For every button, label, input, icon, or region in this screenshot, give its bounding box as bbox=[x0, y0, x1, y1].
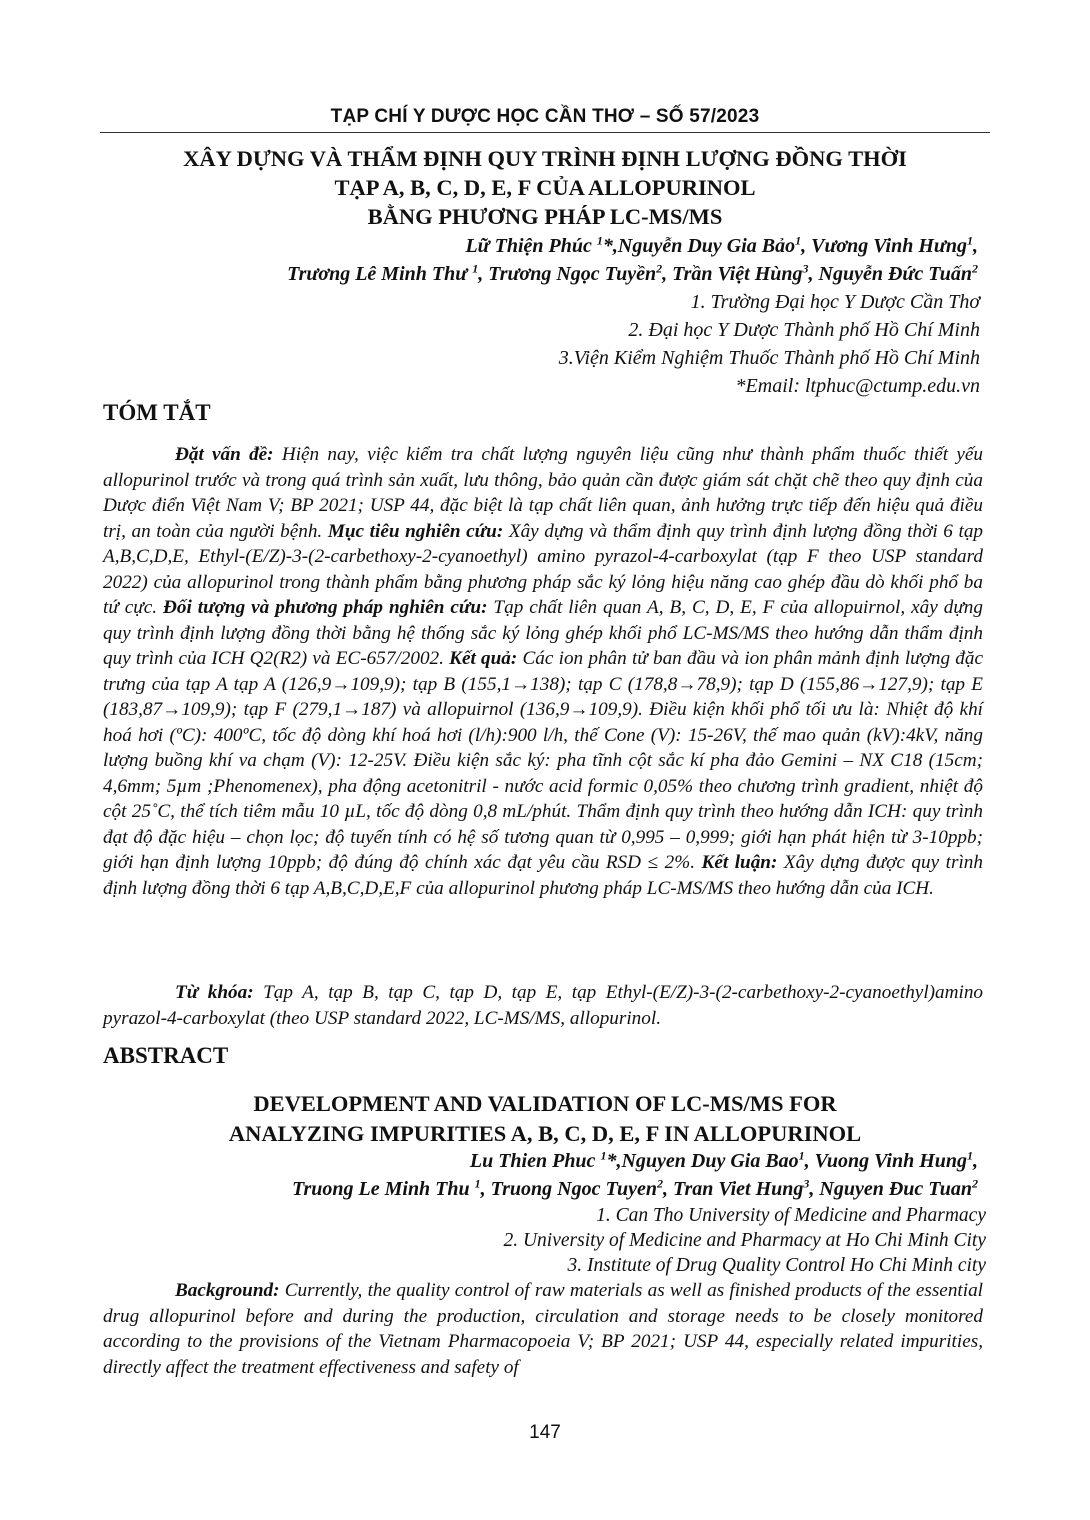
author-affil-sup: 1 bbox=[474, 1176, 481, 1191]
summary-text: Tạp chất liên quan A, B, C, D, E, F của allopuirnol, xây dựng quy trình định lượng đồng thời bằng hệ thống sắc ký lỏng ghép khối phổ LC-MS/MS theo hướng dẫn thẩm định quy trình của ICH Q2(R2) và EC-657/2002. bbox=[103, 597, 983, 669]
title-vn-line: XÂY DỰNG VÀ THẨM ĐỊNH QUY TRÌNH ĐỊNH LƯỢNG ĐỒNG THỜI bbox=[183, 146, 907, 171]
author-sep: , bbox=[478, 263, 489, 285]
authors-english bbox=[292, 1147, 978, 1203]
keywords-paragraph bbox=[103, 980, 983, 1031]
author-affil-sup: 1 bbox=[795, 233, 802, 248]
title-vietnamese bbox=[60, 144, 1030, 231]
author-sep: , bbox=[973, 235, 978, 257]
summary-text: Xây dựng và thẩm định quy trình định lượng đồng thời 6 tạp A,B,C,D,E, Ethyl-(E/Z)-3-(2-carbethoxy-2-cyanoethyl) amino pyrazol-4-carboxylat (tạp F theo USP standard 2022) của allopurinol trong thành phẩm bằng phương pháp sắc ký lỏng hiệu năng cao ghép đầu dò khối phổ ba tứ cực. bbox=[103, 520, 984, 618]
title-en-line: DEVELOPMENT AND VALIDATION OF LC-MS/MS FOR bbox=[253, 1091, 837, 1116]
affiliation-line: 3.Viện Kiểm Nghiệm Thuốc Thành phố Hồ Chí Minh bbox=[558, 347, 980, 369]
background-label: Background: bbox=[175, 1280, 280, 1301]
summary-heading: TÓM TẮT bbox=[103, 400, 211, 425]
author-name: Trần Việt Hùng bbox=[672, 263, 803, 285]
title-vn-line: BẰNG PHƯƠNG PHÁP LC-MS/MS bbox=[367, 204, 723, 229]
author-sep: , bbox=[801, 235, 812, 257]
author-sep: , bbox=[662, 263, 673, 285]
affiliation-line: 3. Institute of Drug Quality Control Ho Chi Minh city bbox=[567, 1255, 986, 1276]
author-name: Truong Le Minh Thu bbox=[292, 1178, 475, 1200]
keywords-label: Từ khóa: bbox=[175, 982, 254, 1003]
summary-text: Các ion phân tử ban đầu và ion phân mảnh định lượng đặc trưng của tạp A tạp A (126,9→109,9); tạp B (155,1→138); tạp C (178,8→78,9); tạp D (155,86→127,9); tạp E (183,87→109,9); tạp F (279,1→187) và allopuirnol (136,9→109,9). Điều kiện khối phổ tối ưu là: Nhiệt độ khí hoá hơi (ºC): 400ºC, tốc độ dòng khí hoá hơi (l/h):900 l/h, thế Cone (V): 15-26V, thế mao quản (kV):4kV, năng lượng buồng khí va chạm (V): 12-25V. Điều kiện sắc ký: pha tĩnh cột sắc kí pha đảo Gemini – NX C18 (15cm; 4,6mm; 5µm ;Phenomenex), pha động acetonitril - nước acid formic 0,05% theo chương trình gradient, nhiệt độ cột 25˚C, thể tích tiêm mẫu 10 µL, tốc độ dòng 0,8 mL/phút. Thẩm định quy trình theo hướng dẫn ICH: quy trình đạt độ đặc hiệu – chọn lọc; độ tuyến tính có hệ số tương quan từ 0,995 – 0,999; giới hạn phát hiện từ 3-10ppb; giới hạn định lượng 10ppb; độ đúng độ chính xác đạt yêu cầu RSD ≤ 2%. bbox=[103, 648, 983, 873]
summary-label: Mục tiêu nghiên cứu: bbox=[327, 520, 504, 542]
author-name: Truong Ngoc Tuyen bbox=[490, 1178, 657, 1200]
author-affil-sup: 2 bbox=[656, 1176, 663, 1191]
page-number: 147 bbox=[529, 1422, 561, 1443]
author-affil-sup: 3 bbox=[802, 261, 809, 276]
author-name: Vuong Vinh Hung bbox=[814, 1150, 967, 1172]
affiliation-line: 2. University of Medicine and Pharmacy at Ho Chi Minh City bbox=[503, 1230, 986, 1251]
summary-label: Đối tượng và phương pháp nghiên cứu: bbox=[163, 597, 488, 618]
affiliation-line: 2. Đại học Y Dược Thành phố Hồ Chí Minh bbox=[628, 319, 980, 341]
summary-text: Xây dựng được quy trình định lượng đồng thời 6 tạp A,B,C,D,E,F của allopurinol phương pháp LC-MS/MS theo hướng dẫn của ICH. bbox=[103, 852, 983, 899]
header-rule bbox=[100, 132, 990, 133]
author-affil-sup: 3 bbox=[803, 1176, 810, 1191]
author-affil-sup: 2 bbox=[972, 261, 978, 276]
author-affil-sup: 1 bbox=[967, 1148, 973, 1163]
author-name: Nguyễn Đức Tuấn bbox=[818, 263, 972, 285]
author-affil-sup: 1 bbox=[596, 233, 603, 248]
title-english bbox=[60, 1089, 1030, 1149]
author-name: Nguyen Đuc Tuan bbox=[819, 1178, 972, 1200]
author-name: Trương Lê Minh Thư bbox=[287, 263, 473, 285]
author-affil-sup: 2 bbox=[656, 261, 663, 276]
summary-paragraph bbox=[103, 442, 983, 901]
title-vn-line: TẠP A, B, C, D, E, F CỦA ALLOPURINOL bbox=[334, 175, 756, 200]
author-affil-sup: 1 bbox=[472, 261, 479, 276]
author-line-2 bbox=[292, 1175, 978, 1203]
author-sep: , bbox=[804, 1150, 815, 1172]
author-name: Tran Viet Hung bbox=[672, 1178, 804, 1200]
author-sep: , bbox=[973, 1150, 978, 1172]
author-name: Vương Vinh Hưng bbox=[811, 235, 967, 257]
author-sep: , bbox=[662, 1178, 673, 1200]
author-name: Lu Thien Phuc bbox=[469, 1150, 601, 1172]
author-affil-sup: 1 bbox=[600, 1148, 607, 1163]
author-affil-sup: 1 bbox=[967, 233, 973, 248]
affiliation-email: *Email: ltphuc@ctump.edu.vn bbox=[735, 375, 980, 397]
author-affil-sup: 2 bbox=[972, 1176, 978, 1191]
author-line-1 bbox=[292, 1147, 978, 1175]
affiliations-english bbox=[503, 1203, 986, 1278]
affiliations-vietnamese bbox=[559, 288, 980, 400]
author-name: Trương Ngọc Tuyền bbox=[488, 263, 657, 285]
journal-header: TẠP CHÍ Y DƯỢC HỌC CẦN THƠ – SỐ 57/2023 bbox=[330, 106, 760, 127]
author-sep: , bbox=[480, 1178, 491, 1200]
abstract-heading: ABSTRACT bbox=[103, 1043, 229, 1068]
background-text: Currently, the quality control of raw materials as well as finished products of the essential drug allopurinol before and during the production, circulation and storage needs to be closely monitored according to the provisions of the Vietnam Pharmacopoeia V; BP 2021; USP 44, especially related impurities, directly affect the treatment effectiveness and safety of bbox=[103, 1280, 983, 1378]
keywords-text: Tạp A, tạp B, tạp C, tạp D, tạp E, tạp Ethyl-(E/Z)-3-(2-carbethoxy-2-cyanoethyl)amino pyrazol-4-carboxylat (theo USP standard 2022, LC-MS/MS, allopurinol. bbox=[103, 982, 984, 1029]
author-line-1 bbox=[287, 232, 978, 260]
author-sep: *, bbox=[602, 235, 618, 257]
summary-text: Hiện nay, việc kiểm tra chất lượng nguyên liệu cũng như thành phẩm thuốc thiết yếu allopurinol trước và trong quá trình sản xuất, lưu thông, bảo quản cần được giám sát chặt chẽ theo quy định của Dược điển Việt Nam V; BP 2021; USP 44, đặc biệt là tạp chất liên quan, ảnh hưởng trực tiếp đến hiệu quả điều trị, an toàn của người bệnh. bbox=[103, 444, 983, 542]
summary-label: Kết luận: bbox=[701, 852, 778, 873]
title-en-line: ANALYZING IMPURITIES A, B, C, D, E, F IN ALLOPURINOL bbox=[228, 1121, 862, 1146]
author-sep: , bbox=[808, 263, 819, 285]
author-sep: *, bbox=[606, 1150, 622, 1172]
authors-vietnamese bbox=[287, 232, 978, 288]
affiliation-line: 1. Trường Đại học Y Dược Cần Thơ bbox=[690, 291, 980, 313]
author-line-2 bbox=[287, 260, 978, 288]
author-name: Nguyen Duy Gia Bao bbox=[621, 1150, 799, 1172]
author-sep: , bbox=[809, 1178, 820, 1200]
summary-label: Kết quả: bbox=[449, 648, 518, 669]
affiliation-line: 1. Can Tho University of Medicine and Pharmacy bbox=[596, 1205, 986, 1226]
author-name: Nguyễn Duy Gia Bảo bbox=[617, 235, 796, 257]
summary-label: Đặt vấn đề: bbox=[175, 444, 274, 465]
author-name: Lữ Thiện Phúc bbox=[465, 235, 597, 257]
background-paragraph bbox=[103, 1278, 983, 1380]
author-affil-sup: 1 bbox=[798, 1148, 805, 1163]
